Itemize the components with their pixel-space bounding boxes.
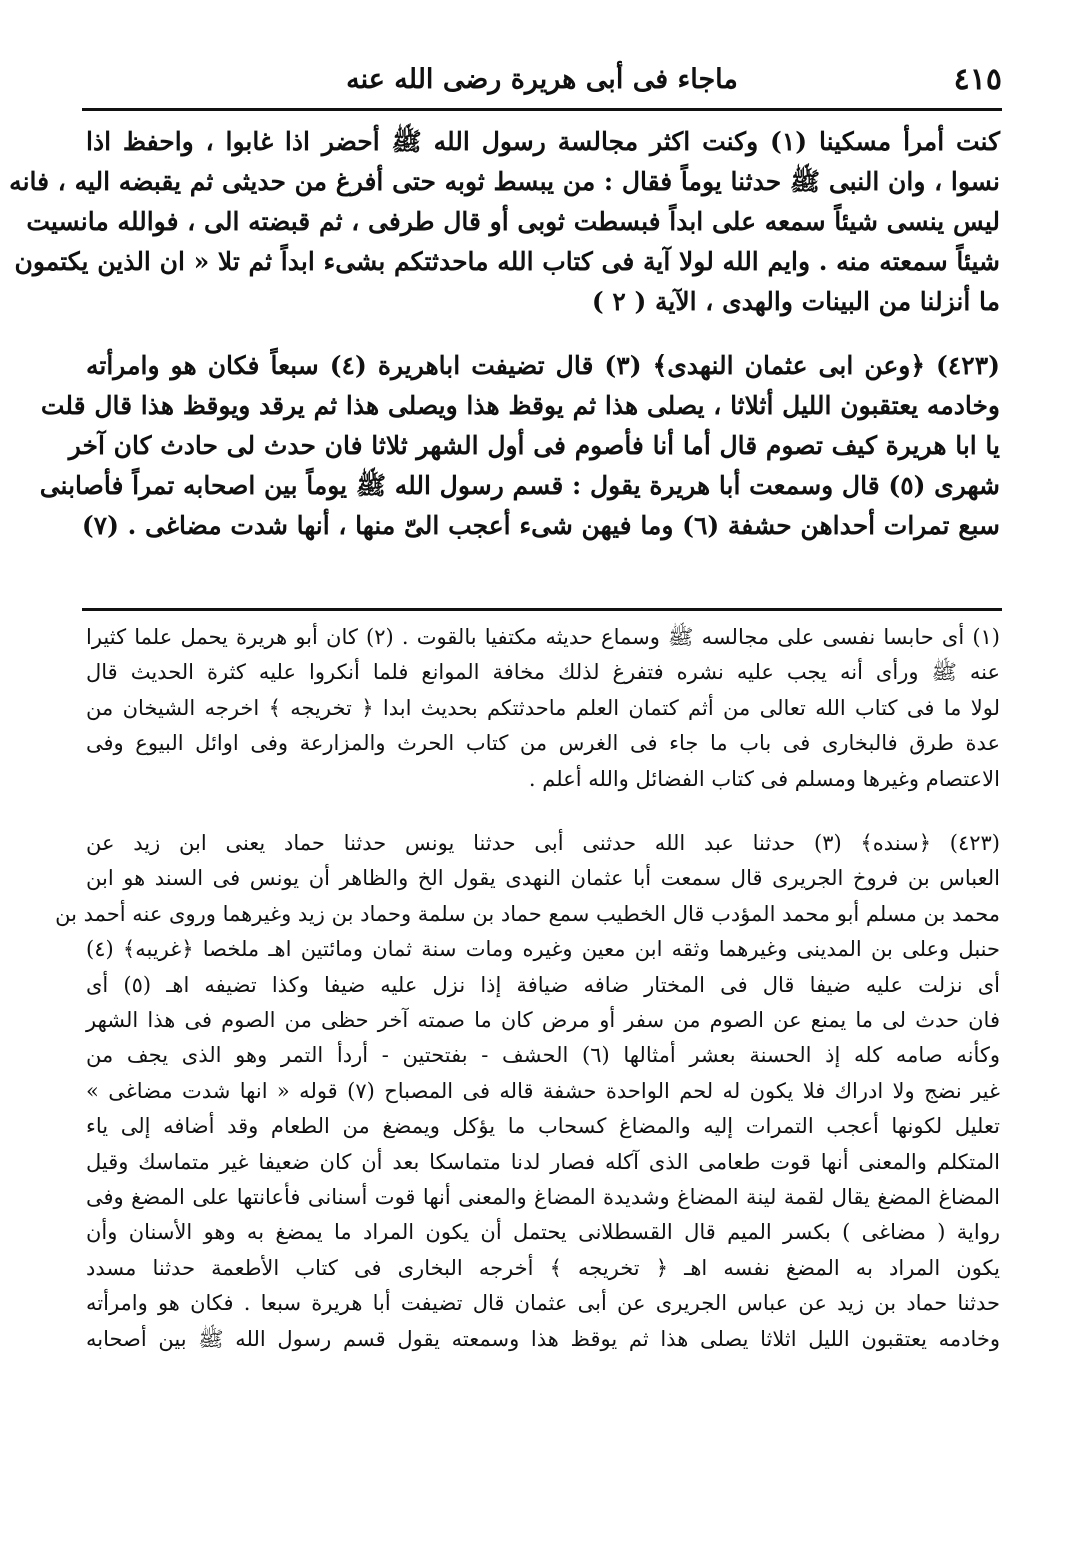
footnote-line: حنبل وعلى بن المدينى وغيرهما وثقه ابن معين وغيره ومات سنة ثمان ومائتين اهـ ملخصا ﴿غريبه﴾ (٤) [86,937,1000,962]
main-text-line: يا ابا هريرة كيف تصوم قال أما أنا فأصوم فى أول الشهر ثلاثا فان حدث لى حادث كان آخر [68,431,1000,460]
footnote-line: يكون المراد به المضغ نفسه اهـ ﴿ تخريجه ﴾ أخرجه البخارى فى كتاب الأطعمة حدثنا مسدد [86,1255,1000,1280]
footnote-line: أى نزلت عليه ضيفا قال فى المختار ضافه ضيافة إذا نزل عليه ضيفا وكذا تضيفه اهـ (٥) أى [86,972,1001,997]
footnote-line: العباس بن فروخ الجريرى قال سمعت أبا عثمان النهدى يقول الخ والظاهر أن يونس فى السند هو ابن [86,866,1000,891]
main-text-line: (٤٢٣) ﴿وعن ابى عثمان النهدى﴾ (٣) قال تضيفت اباهريرة (٤) سبعاً فكان هو وامرأته [86,351,1000,380]
footnote-line: وكأنه صامه كله إذ الحسنة بعشر أمثالها (٦) الحشف - بفتحتين - أردأ التمر وهو الذى يجف من [86,1043,1000,1068]
footnote-line: محمد بن مسلم أبو محمد المؤدب قال الخطيب سمع حماد بن سلمة وحماد بن زيد وغيرهما وروى عنه أحمد بن [55,901,1000,926]
footnote-line: عنه ﷺ ورأى أنه يجب عليه نشره فتفرغ لذلك مخافة الموانع فلما أنكروا عليه كثرة الحديث قال [86,660,1000,685]
page-header [82,58,1002,102]
footnote-line: (٤٢٣) ﴿سنده﴾ (٣) حدثنا عبد الله حدثنى أبى حدثنا يونس حدثنا حماد يعنى ابن زيد عن [86,831,1000,855]
footnote-divider [82,608,1002,611]
main-text-line: شيئاً سمعته منه . وايم الله لولا آية فى كتاب الله ماحدثتكم بشىء ابداً ثم تلا « ان الذين يكتمون [14,247,1000,276]
header-divider [82,108,1002,111]
footnote-line: المتكلم والمعنى أنها قوت طعامى الذى آكله فصار لدنا متماسكا بعد أن كان ضعيفا غير متماسك وقيل [86,1149,1000,1174]
footnote-line: عدة طرق فالبخارى فى باب ما جاء فى الغرس من كتاب الحرث والمزارعة وفى اوائل البيوع وفى [86,731,1000,756]
footnote-line: لولا ما فى كتاب الله تعالى من أثم كتمان العلم ماحدثتكم بحديث ابدا ﴿ تخريجه ﴾ اخرجه الشيخان من [86,695,1000,720]
main-text-line: كنت أمرأ مسكينا (١) وكنت اكثر مجالسة رسول الله ﷺ أحضر اذا غابوا ، واحفظ اذا [86,127,1001,156]
running-title: ماجاء فى أبى هريرة رضى الله عنه [346,64,738,95]
footnote-line: غير نضج ولا ادراك فلا يكون له لحم الواحدة حشفة قاله فى المصباح (٧) قوله « انها شدت مضاغى » [86,1078,1000,1103]
footnotes-paragraph-2 [55,826,1001,1357]
main-text-paragraph-1 [9,122,1001,322]
main-text-line: شهرى (٥) قال وسمعت أبا هريرة يقول : قسم رسول الله ﷺ يوماً بين اصحابه تمراً فأصابنى [39,471,1000,500]
footnote-line: المضاغ المضغ يقال لقمة لينة المضاغ وشديدة المضاغ والمعنى أنها قوت أسنانى فأعانتها على المضغ وفى [86,1185,1000,1210]
footnote-line: الاعتصام وغيرها ومسلم فى كتاب الفضائل والله أعلم . [528,766,1000,791]
footnote-line: رواية ( مضاغى ) بكسر الميم قال القسطلانى يحتمل أن يكون المراد ما يمضغ به وهو الأسنان وأن [86,1220,1000,1245]
footnote-line: (١) أى حابسا نفسى على مجالسه ﷺ وسماع حديثه مكتفيا بالقوت . (٢) كان أبو هريرة يحمل علما كثيرا [86,625,1000,649]
page-number: ٤١٥ [953,62,1002,97]
main-text-line: نسوا ، وان النبى ﷺ حدثنا يوماً فقال : من يبسط ثوبه حتى أفرغ من حديثى ثم يقبضه اليه ، فانه [9,167,1000,196]
main-text-line: وخادمه يعتقبون الليل أثلاثا ، يصلى هذا ثم يوقظ هذا ويصلى هذا ثم يرقد ويوقظ هذا قال قلت [40,391,1000,420]
footnote-line: وخادمه يعتقبون الليل اثلاثا يصلى هذا ثم يوقظ هذا وسمعته يقول قسم رسول الله ﷺ بين أصحابه [86,1326,1000,1351]
main-text-paragraph-2 [39,346,1000,546]
footnote-line: حدثنا حماد بن زيد عن عباس الجريرى عن أبى عثمان قال تضيفت أبا هريرة سبعا . فكان هو وامرأته [86,1291,1000,1316]
main-text-line: ما أنزلنا من البينات والهدى ، الآية ( ٢ ) [591,287,1000,316]
footnote-line: فان حدث لى ما يمنع عن الصوم من سفر أو مرض كان ما صمته آخر حظى من الصوم فى هذا الشهر [86,1008,1000,1033]
footnote-line: تعليل لكونها أعجب التمرات إليه والمضاغ كسحاب ما يؤكل ويمضغ من الطعام وقد أضافه إلى ياء [86,1114,1000,1139]
footnotes-paragraph-1 [86,620,1000,797]
main-text-line: ليس ينسى شيئاً سمعه على ابداً فبسطت ثوبى أو قال طرفى ، ثم قبضته الى ، فوالله مانسيت [26,207,1000,236]
main-text-line: سبع تمرات أحداهن حشفة (٦) وما فيهن شىء أعجب الىّ منها ، أنها شدت مضاغى . (٧) [81,511,1000,540]
